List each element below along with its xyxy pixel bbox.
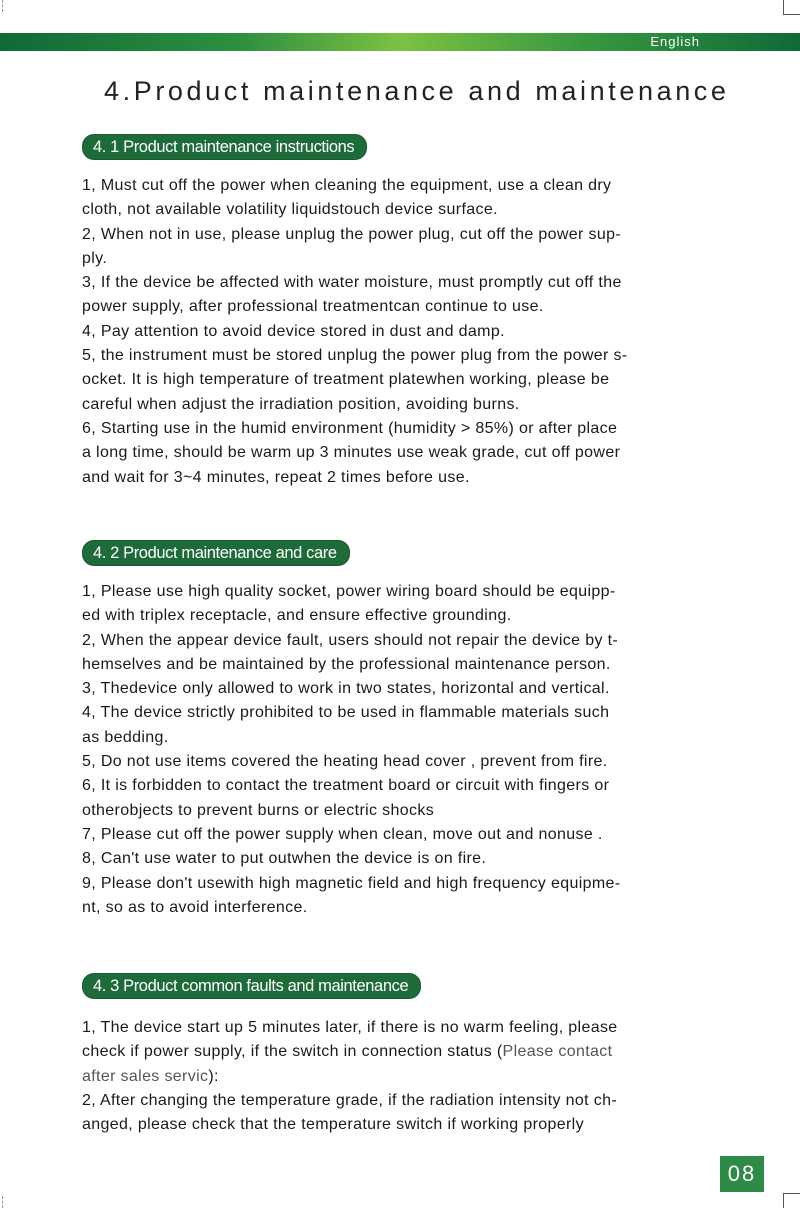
crop-mark-top-right	[783, 0, 800, 15]
section-body-4-3	[82, 1016, 722, 1137]
text-line: otherobjects to prevent burns or electric shocks	[82, 801, 435, 819]
text-line: 3, If the device be affected with water moisture, must promptly cut off the	[82, 274, 622, 292]
header-bar	[0, 33, 800, 51]
header-language-label: English	[650, 34, 700, 49]
page-title: 4.Product maintenance and maintenance	[104, 76, 730, 106]
text-line: hemselves and be maintained by the professional maintenance person.	[82, 655, 611, 673]
text-line: 3, Thedevice only allowed to work in two states, horizontal and vertical.	[82, 680, 610, 698]
text-line: 4, The device strictly prohibited to be used in flammable materials such	[82, 704, 610, 722]
crop-mark-bottom-left	[0, 1196, 3, 1208]
text-line: 5, Do not use items covered the heating head cover , prevent from fire.	[82, 753, 608, 771]
text-line: a long time, should be warm up 3 minutes use weak grade, cut off power	[82, 444, 621, 462]
text-line: ed with triplex receptacle, and ensure effective grounding.	[82, 607, 512, 625]
text-line: 2, After changing the temperature grade, if the radiation intensity not ch-	[82, 1091, 617, 1109]
text-line: 8, Can't use water to put outwhen the device is on fire.	[82, 850, 487, 868]
text-line: 2, When not in use, please unplug the power plug, cut off the power sup-	[82, 225, 622, 243]
section-heading-4-1: 4. 1 Product maintenance instructions	[82, 134, 367, 160]
text-line	[82, 1040, 722, 1064]
section-heading-4-3: 4. 3 Product common faults and maintenance	[82, 973, 421, 999]
text-segment: check if power supply, if the switch in connection status (	[82, 1043, 503, 1061]
section-body-4-1	[82, 174, 722, 490]
text-line: 6, It is forbidden to contact the treatment board or circuit with fingers or	[82, 777, 610, 795]
text-line: 6, Starting use in the humid environment (humidity > 85%) or after place	[82, 419, 618, 437]
text-segment: ):	[208, 1067, 219, 1085]
crop-mark-bottom-right	[783, 1193, 800, 1208]
text-line: 1, Must cut off the power when cleaning the equipment, use a clean dry	[82, 177, 612, 194]
text-line: 1, Please use high quality socket, power wiring board should be equipp-	[82, 583, 616, 600]
page-number: 08	[720, 1156, 764, 1192]
text-line: 5, the instrument must be stored unplug the power plug from the power s-	[82, 347, 628, 365]
text-line: cloth, not available volatility liquidstouch device surface.	[82, 201, 498, 219]
contact-note: after sales servic	[82, 1067, 209, 1085]
text-line: 1, The device start up 5 minutes later, if there is no warm feeling, please	[82, 1019, 618, 1036]
text-line: 9, Please don't usewith high magnetic field and high frequency equipme-	[82, 874, 621, 892]
section-heading-4-2: 4. 2 Product maintenance and care	[82, 540, 350, 566]
text-line: 7, Please cut off the power supply when clean, move out and nonuse .	[82, 825, 603, 843]
text-line: careful when adjust the irradiation position, avoiding burns.	[82, 395, 520, 413]
text-line: anged, please check that the temperature switch if working properly	[82, 1116, 584, 1134]
text-line: ply.	[82, 249, 108, 267]
section-body-4-2	[82, 580, 722, 920]
contact-note: Please contact	[502, 1043, 613, 1061]
text-line: and wait for 3~4 minutes, repeat 2 times before use.	[82, 468, 470, 486]
text-line	[82, 1065, 722, 1089]
text-line: 4, Pay attention to avoid device stored in dust and damp.	[82, 322, 505, 340]
text-line: nt, so as to avoid interference.	[82, 898, 308, 916]
text-line: 2, When the appear device fault, users should not repair the device by t-	[82, 631, 619, 649]
text-line: as bedding.	[82, 728, 169, 746]
crop-mark-top-left	[0, 0, 3, 12]
text-line: power supply, after professional treatmentcan continue to use.	[82, 298, 544, 316]
text-line: ocket. It is high temperature of treatment platewhen working, please be	[82, 371, 610, 389]
